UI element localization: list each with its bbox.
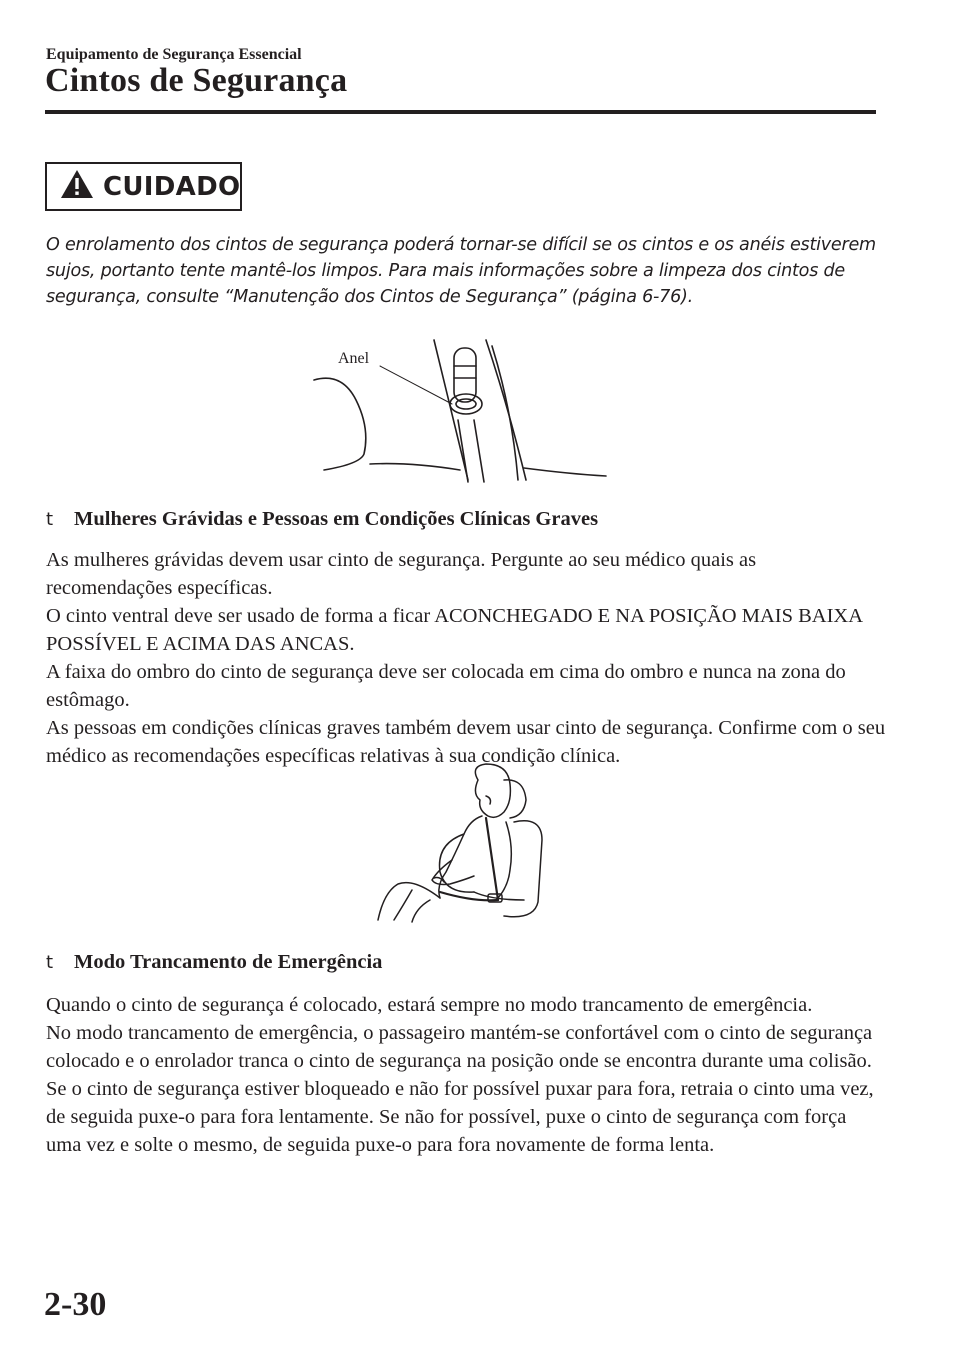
- warning-triangle-icon: [59, 168, 95, 205]
- section-body: [46, 991, 886, 1159]
- caution-text: O enrolamento dos cintos de segurança poderá tornar-se difícil se os cintos e os anéis estiverem sujos, portanto tente mantê-los limpos. Para mais informações sobre a limpeza dos cintos de segurança, consulte “Manutenção dos Cintos de Segurança” (página 6-76).: [46, 235, 876, 307]
- section-bullet: t: [46, 952, 54, 973]
- section-title: Modo Trancamento de Emergência: [74, 951, 383, 973]
- caution-box: [45, 162, 242, 211]
- section-heading: [46, 508, 598, 531]
- section-bullet: t: [46, 509, 54, 530]
- section-body: [46, 546, 886, 770]
- section-label: Equipamento de Segurança Essencial: [46, 46, 302, 63]
- paragraph: As pessoas em condições clínicas graves também devem usar cinto de segurança. Confirme com o seu médico as recomendações específicas relativas à sua condição clínica.: [46, 717, 886, 767]
- page-title: Cintos de Segurança: [45, 62, 348, 99]
- paragraph: Quando o cinto de segurança é colocado, estará sempre no modo trancamento de emergência.: [46, 994, 813, 1016]
- seatbelt-ring-illustration: [310, 336, 620, 491]
- page-number: 2-30: [44, 1286, 107, 1323]
- paragraph: O cinto ventral deve ser usado de forma a ficar ACONCHEGADO E NA POSIÇÃO MAIS BAIXA POSSÍVEL E ACIMA DAS ANCAS.: [46, 605, 862, 655]
- paragraph: A faixa do ombro do cinto de segurança deve ser colocada em cima do ombro e nunca na zona do estômago.: [46, 661, 846, 711]
- title-divider: [45, 110, 876, 114]
- pregnant-woman-illustration: [374, 760, 554, 929]
- ring-callout-label: Anel: [338, 350, 370, 367]
- paragraph: Se o cinto de segurança estiver bloqueado e não for possível puxar para fora, retraia o cinto uma vez, de seguida puxe-o para fora lentamente. Se não for possível, puxe o cinto de segurança com força uma vez e solte o mesmo, de seguida puxe-o para fora novamente de forma lenta.: [46, 1078, 874, 1156]
- paragraph: No modo trancamento de emergência, o passageiro mantém-se confortável com o cinto de segurança colocado e o enrolador tranca o cinto de segurança na posição onde se encontra durante uma colisão.: [46, 1022, 873, 1072]
- section-heading: [46, 951, 382, 974]
- section-title: Mulheres Grávidas e Pessoas em Condições Clínicas Graves: [74, 508, 599, 530]
- caution-label: CUIDADO: [103, 171, 241, 202]
- paragraph: As mulheres grávidas devem usar cinto de segurança. Pergunte ao seu médico quais as recomendações específicas.: [46, 549, 757, 599]
